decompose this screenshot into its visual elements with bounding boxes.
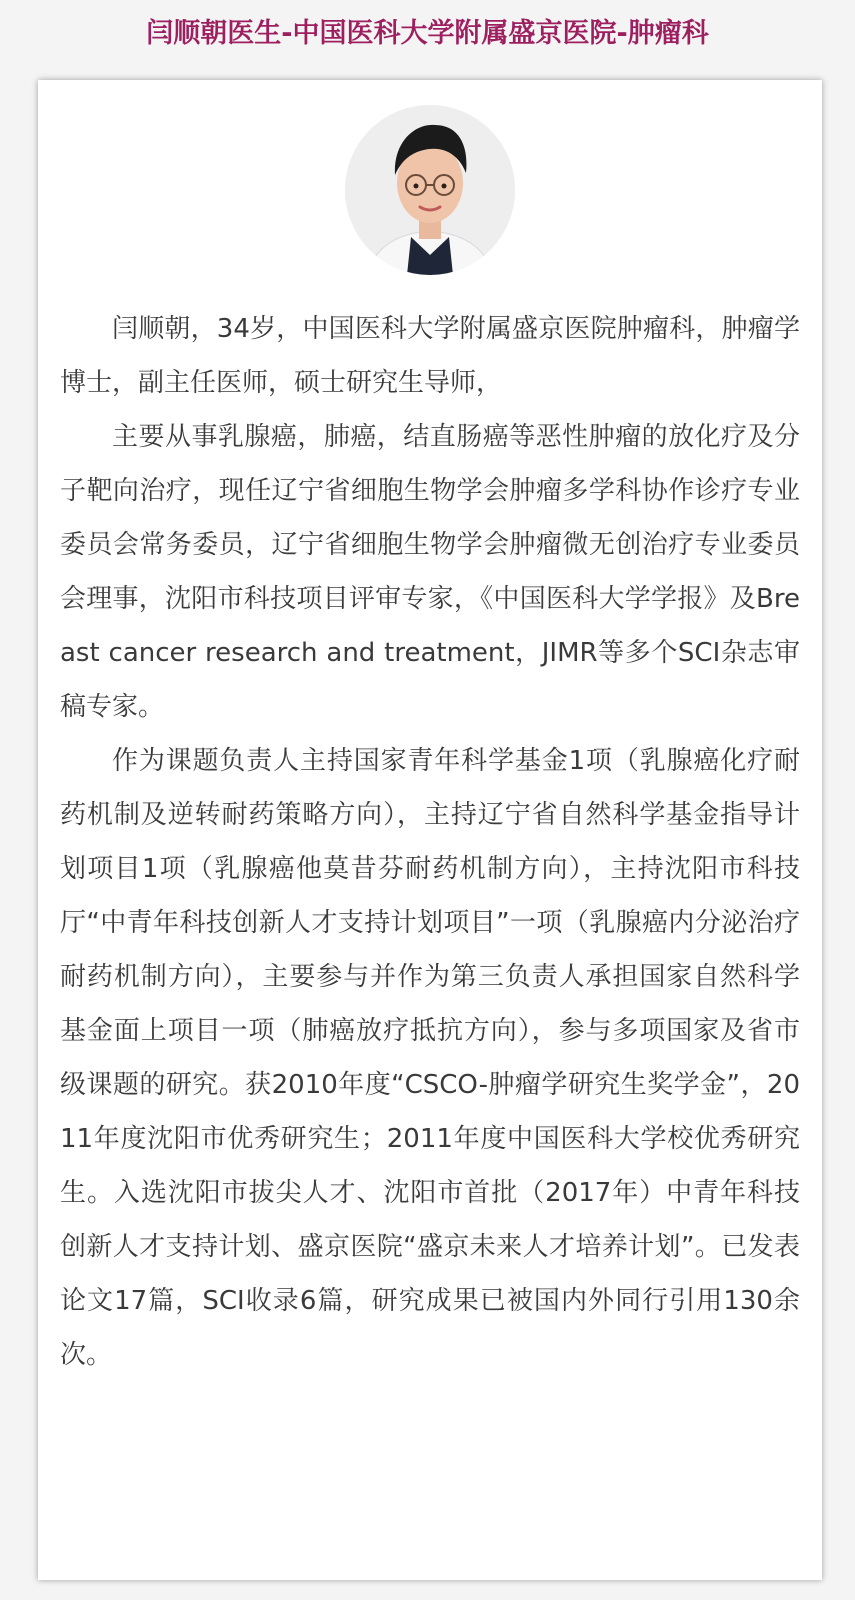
bio-paragraph-research: 作为课题负责人主持国家青年科学基金1项（乳腺癌化疗耐药机制及逆转耐药策略方向），主持辽宁省自然科学基金指导计划项目1项（乳腺癌他莫昔芬耐药机制方向），主持沈阳市科技厅“中青年科技创新人才支持计划项目”一项（乳腺癌内分泌治疗耐药机制方向），主要参与并作为第三负责人承担国家自然科学基金面上项目一项（肺癌放疗抵抗方向），参与多项国家及省市级课题的研究。获2010年度“CSCO-肿瘤学研究生奖学金”，2011年度沈阳市优秀研究生；2011年度中国医科大学校优秀研究生。入选沈阳市拔尖人才、沈阳市首批（2017年）中青年科技创新人才支持计划、盛京医院“盛京未来人才培养计划”。已发表论文17篇，SCI收录6篇，研究成果已被国内外同行引用130余次。	[60, 746, 800, 1370]
doctor-bio	[60, 302, 800, 1382]
doctor-avatar	[345, 105, 515, 275]
bio-paragraph-intro: 闫顺朝，34岁，中国医科大学附属盛京医院肿瘤科，肿瘤学博士，副主任医师，硕士研究生导师，	[60, 314, 800, 398]
profile-card	[38, 80, 822, 1580]
bio-paragraph-specialty: 主要从事乳腺癌，肺癌，结直肠癌等恶性肿瘤的放化疗及分子靶向治疗，现任辽宁省细胞生物学会肿瘤多学科协作诊疗专业委员会常务委员，辽宁省细胞生物学会肿瘤微无创治疗专业委员会理事，沈阳市科技项目评审专家，《中国医科大学学报》及Breast cancer research and treatment，JIMR等多个SCI杂志审稿专家。	[60, 422, 800, 722]
page-title: 闫顺朝医生-中国医科大学附属盛京医院-肿瘤科	[146, 18, 709, 49]
doctor-portrait-icon	[345, 105, 515, 275]
